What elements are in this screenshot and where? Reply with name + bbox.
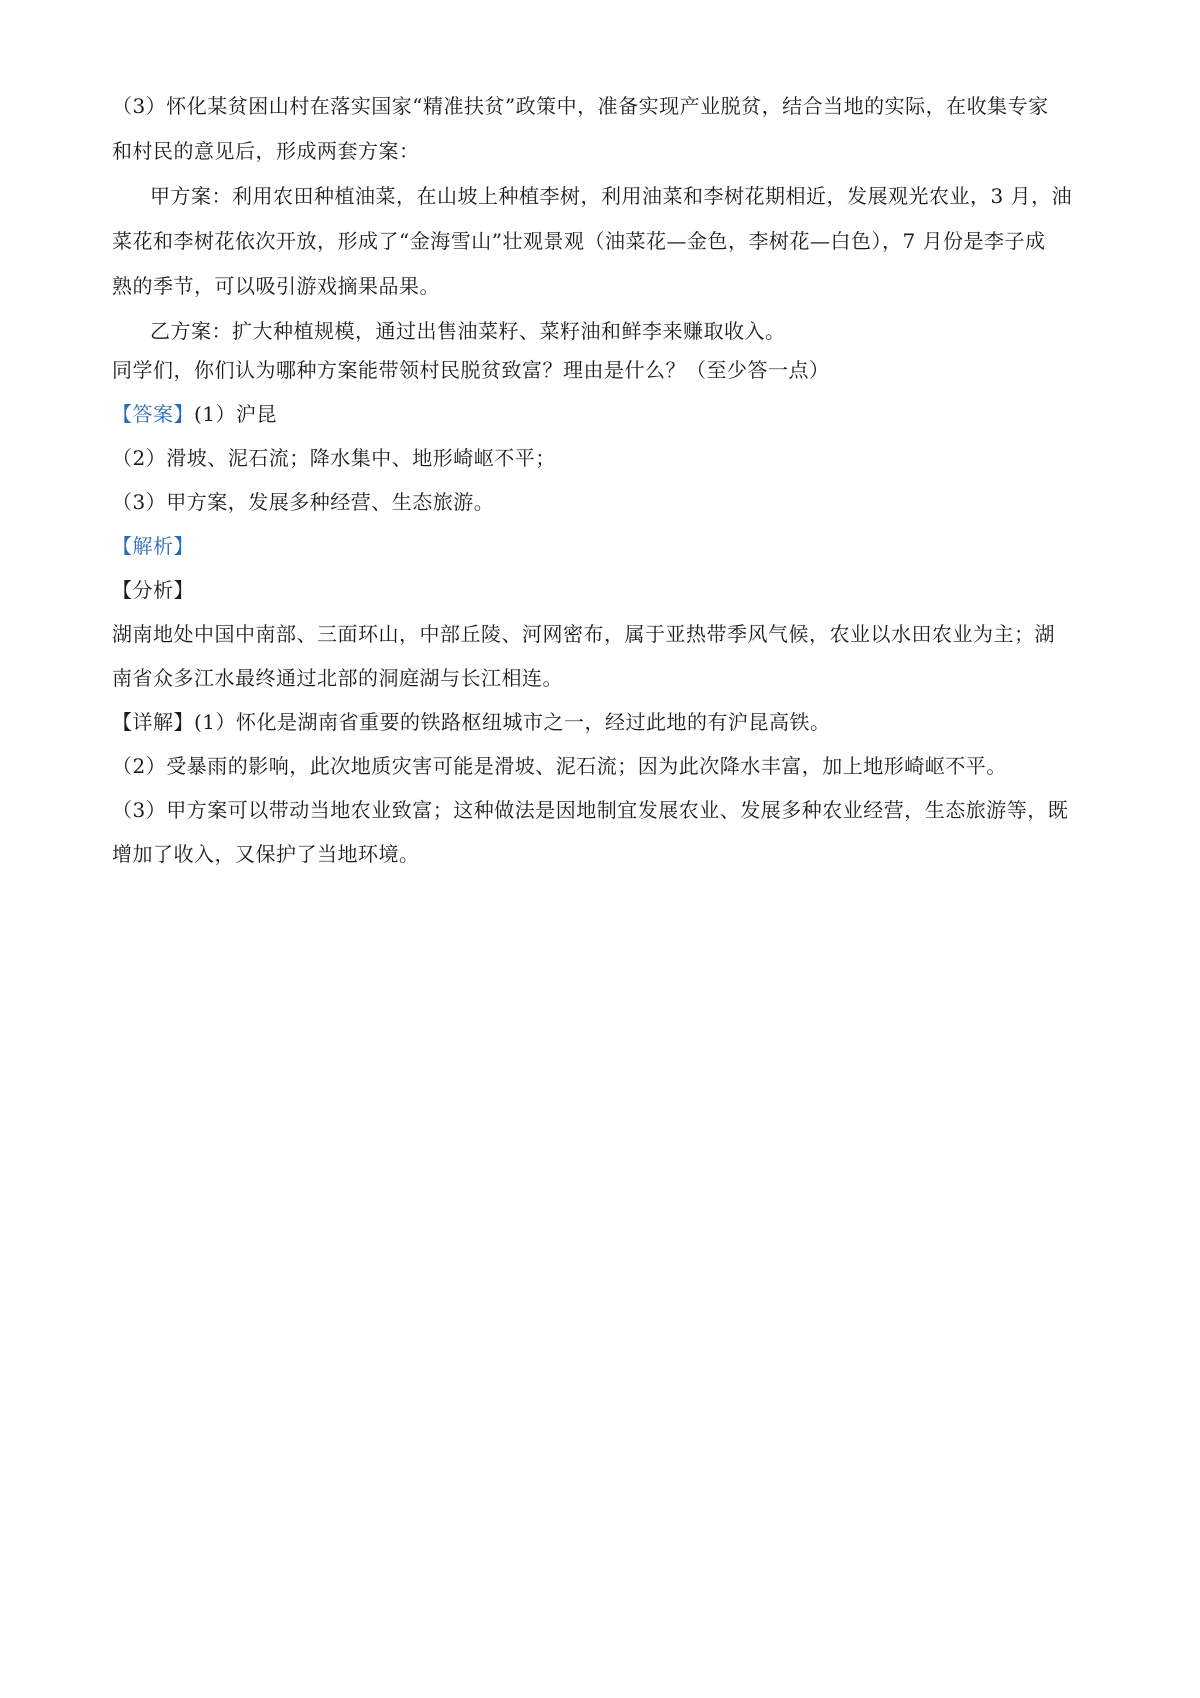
answer-item2: （2）滑坡、泥石流；降水集中、地形崎岖不平； (112, 446, 556, 470)
detail-item3-line2: 增加了收入，又保护了当地环境。 (112, 842, 420, 866)
answer-item1: (1）沪昆 (194, 402, 278, 426)
plan-a-line3: 熟的季节，可以吸引游戏摘果品果。 (112, 274, 440, 298)
fenxi-line2: 南省众多江水最终通过北部的洞庭湖与长江相连。 (112, 666, 563, 690)
plan-a-line1: 甲方案：利用农田种植油菜，在山坡上种植李树，利用油菜和李树花期相近，发展观光农业，3 月，油 (150, 184, 1073, 208)
detail-tag: 【详解】 (112, 710, 194, 734)
answer-row1 (112, 400, 1102, 428)
fenxi-tag: 【分析】 (112, 578, 194, 602)
question3-line1: （3）怀化某贫困山村在落实国家“精准扶贫”政策中，准备实现产业脱贫，结合当地的实际，在收集专家 (112, 94, 1049, 118)
plan-a-line2: 菜花和李树花依次开放，形成了“金海雪山”壮观景观（油菜花—金色，李树花—白色），7 月份是李子成 (112, 229, 1046, 253)
question3-line2: 和村民的意见后，形成两套方案： (112, 139, 420, 163)
detail-item3-line1: （3）甲方案可以带动当地农业致富；这种做法是因地制宜发展农业、发展多种农业经营，生态旅游等，既 (112, 798, 1069, 822)
answer-item3: （3）甲方案，发展多种经营、生态旅游。 (112, 490, 495, 514)
answer-tag: 【答案】 (112, 402, 194, 426)
analysis-tag: 【解析】 (112, 534, 194, 558)
detail-row1 (112, 708, 1102, 736)
fenxi-line1: 湖南地处中国中南部、三面环山，中部丘陵、河网密布，属于亚热带季风气候，农业以水田农业为主；湖 (112, 622, 1055, 646)
detail-item1: (1）怀化是湖南省重要的铁路枢纽城市之一，经过此地的有沪昆高铁。 (194, 710, 831, 734)
question3-prompt: 同学们，你们认为哪种方案能带领村民脱贫致富？理由是什么？（至少答一点） (112, 358, 830, 382)
detail-item2: （2）受暴雨的影响，此次地质灾害可能是滑坡、泥石流；因为此次降水丰富，加上地形崎岖不平。 (112, 754, 1007, 778)
plan-b-line1: 乙方案：扩大种植规模，通过出售油菜籽、菜籽油和鲜李来赚取收入。 (150, 319, 786, 343)
